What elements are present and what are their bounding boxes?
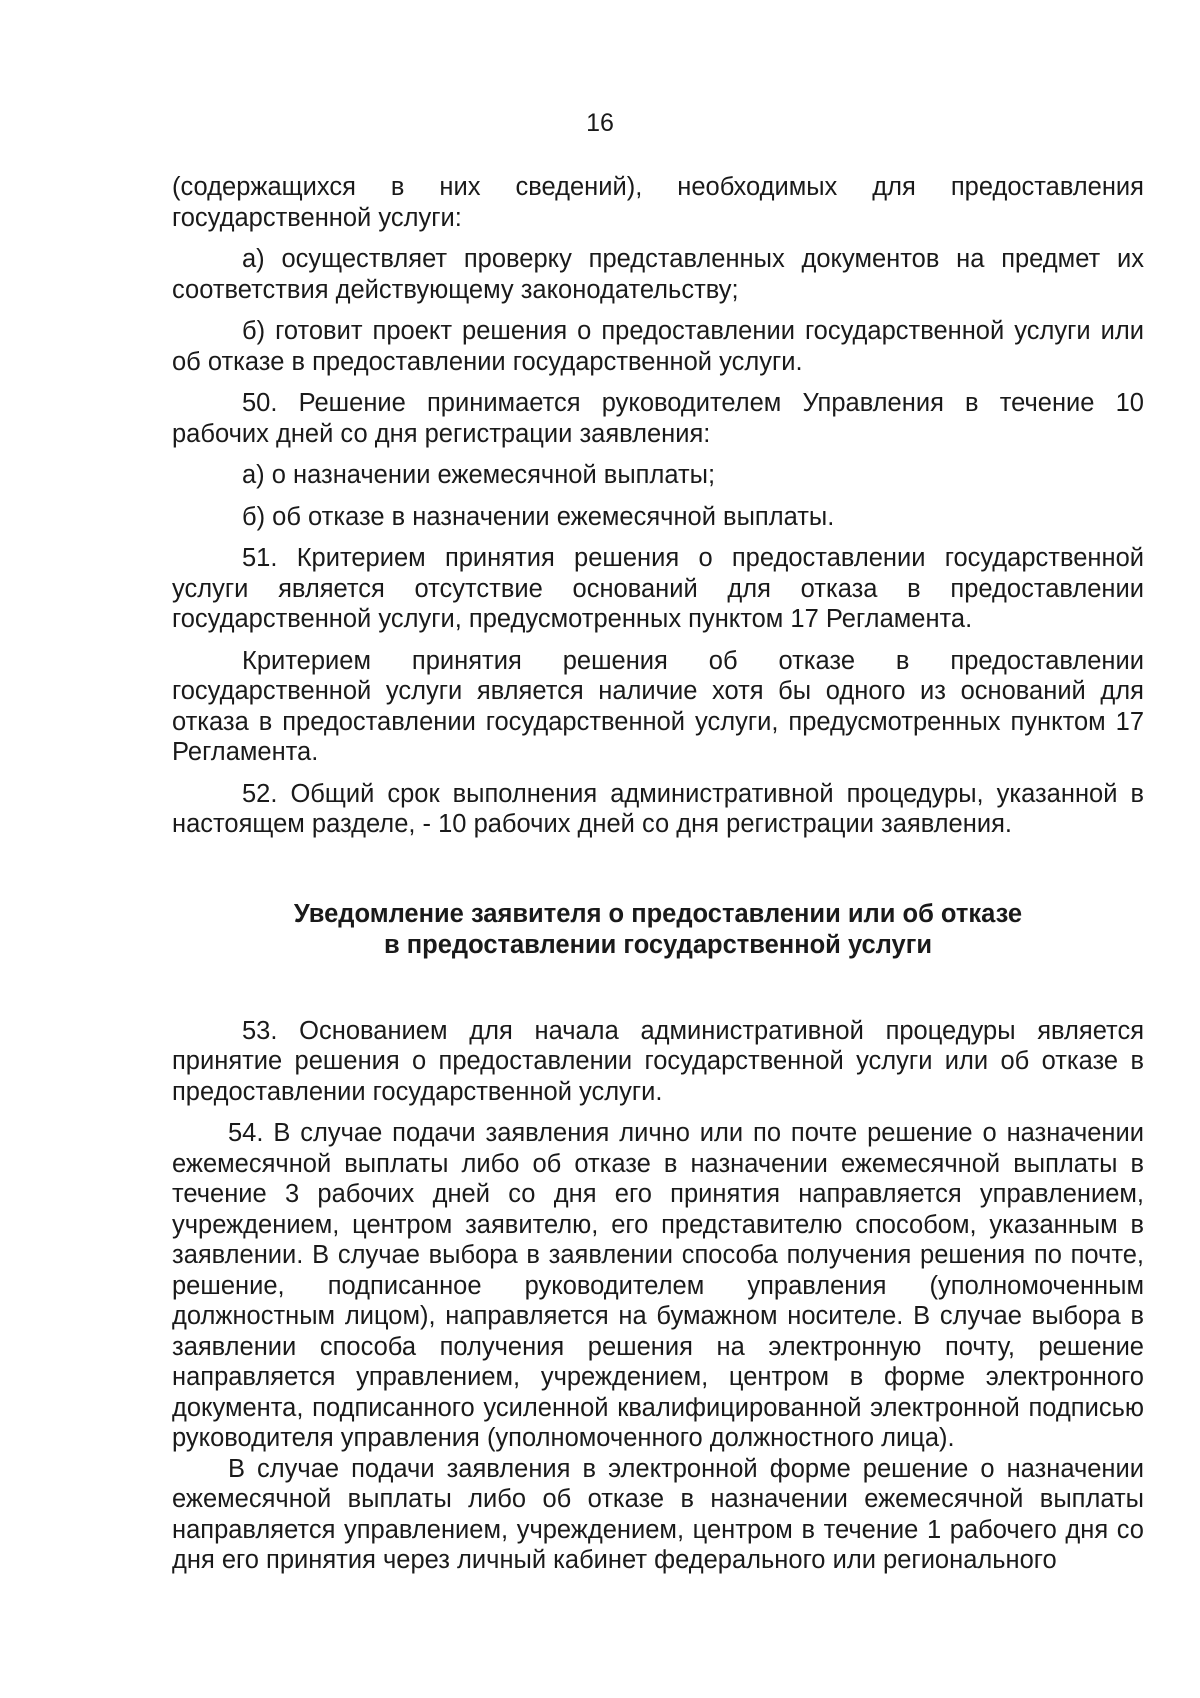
section-heading	[172, 899, 1144, 961]
paragraph-51-criterion-refusal: Критерием принятия решения об отказе в предоставлении государственной услуги является наличие хотя бы одного из оснований для отказа в предоставлении государственной услуги, предусмотренных пунктом 17 Регламента.	[172, 646, 1144, 766]
paragraph-continuation: (содержащихся в них сведений), необходимых для предоставления государственной услуги:	[172, 173, 1144, 232]
paragraph-item-a: а) осуществляет проверку представленных документов на предмет их соответствия действующему законодательству;	[172, 245, 1144, 304]
paragraph-52: 52. Общий срок выполнения административной процедуры, указанной в настоящем разделе, - 10 рабочих дней со дня регистрации заявления.	[172, 779, 1144, 838]
paragraph-53: 53. Основанием для начала административной процедуры является принятие решения о предоставлении государственной услуги или об отказе в предоставлении государственной услуги.	[172, 1016, 1144, 1106]
section-heading-line-1: Уведомление заявителя о предоставлении или об отказе	[293, 899, 1023, 928]
paragraph-50: 50. Решение принимается руководителем Управления в течение 10 рабочих дней со дня регистрации заявления:	[172, 389, 1144, 448]
paragraph-51: 51. Критерием принятия решения о предоставлении государственной услуги является отсутствие оснований для отказа в предоставлении государственной услуги, предусмотренных пунктом 17 Регламента.	[172, 544, 1144, 633]
paragraph-54-electronic: В случае подачи заявления в электронной форме решение о назначении ежемесячной выплаты либо об отказе в назначении ежемесячной выплаты направляется управлением, учреждением, центром в течение 1 рабочего дня со дня его принятия через личный кабинет федерального или регионального	[172, 1454, 1144, 1574]
paragraph-50-item-b: б) об отказе в назначении ежемесячной выплаты.	[242, 502, 835, 531]
paragraph-50-item-a: а) о назначении ежемесячной выплаты;	[242, 461, 716, 489]
document-body	[172, 172, 1144, 1576]
section-heading-line-2: в предоставлении государственной услуги	[383, 930, 933, 959]
paragraph-54: 54. В случае подачи заявления лично или по почте решение о назначении ежемесячной выплаты либо об отказе в назначении ежемесячной выплаты в течение 3 рабочих дней со дня его принятия направляется управлением, учреждением, центром заявителю, его представителю способом, указанным в заявлении. В случае выбора в заявлении способа получения решения по почте, решение, подписанное руководителем управления (уполномоченным должностным лицом), направляется на бумажном носителе. В случае выбора в заявлении способа получения решения на электронную почту, решение направляется управлением, учреждением, центром в форме электронного документа, подписанного усиленной квалифицированной электронной подписью руководителя управления (уполномоченного должностного лица).	[172, 1119, 1144, 1452]
paragraph-item-b: б) готовит проект решения о предоставлении государственной услуги или об отказе в предоставлении государственной услуги.	[172, 317, 1144, 376]
page-number: 16	[586, 109, 614, 137]
